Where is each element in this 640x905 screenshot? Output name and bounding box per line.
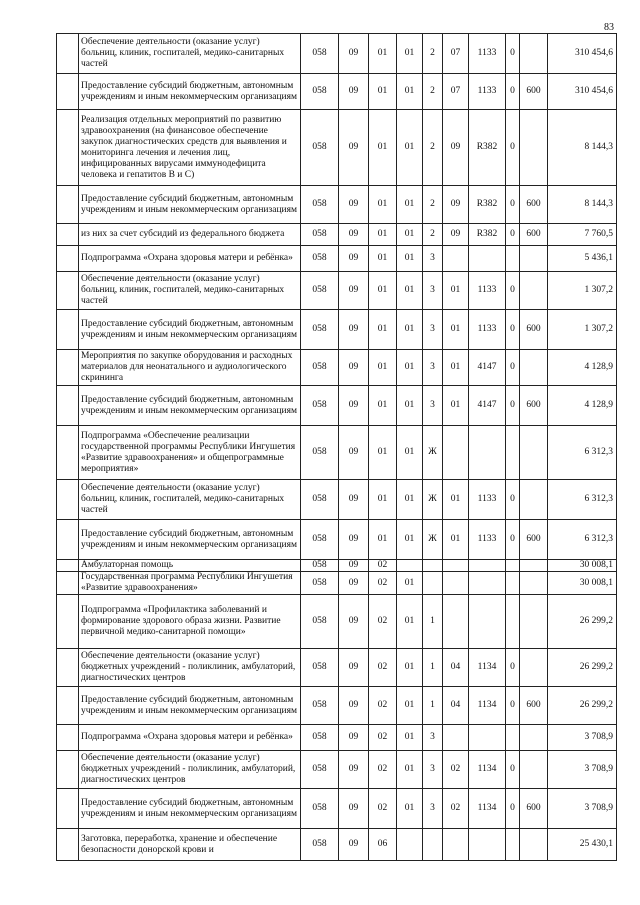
code-c6: 01 — [443, 272, 469, 310]
row-amount: 8 144,3 — [548, 110, 617, 186]
code-c2: 09 — [339, 789, 369, 829]
code-c3: 06 — [369, 829, 397, 861]
row-name: Государственная программа Республики Ингушетия «Развитие здравоохранения» — [79, 572, 301, 595]
code-c9 — [520, 480, 548, 520]
code-c6 — [443, 725, 469, 751]
row-name: Предоставление субсидий бюджетным, автономным учреждениям и иным некоммерческим организациям — [79, 186, 301, 224]
code-c7 — [469, 560, 506, 572]
margin-cell — [57, 595, 79, 649]
code-c5: 2 — [423, 74, 443, 110]
code-c5: Ж — [423, 426, 443, 480]
code-c1: 058 — [301, 74, 339, 110]
code-c6 — [443, 572, 469, 595]
row-name: Подпрограмма «Охрана здоровья матери и ребёнка» — [79, 246, 301, 272]
code-c9 — [520, 725, 548, 751]
code-c3: 01 — [369, 426, 397, 480]
row-name: Предоставление субсидий бюджетным, автономным учреждениям и иным некоммерческим организациям — [79, 386, 301, 426]
code-c9: 600 — [520, 224, 548, 246]
code-c5 — [423, 572, 443, 595]
margin-cell — [57, 572, 79, 595]
code-c8: 0 — [506, 350, 520, 386]
code-c2: 09 — [339, 74, 369, 110]
code-c7: 4147 — [469, 350, 506, 386]
code-c9 — [520, 34, 548, 74]
code-c9: 600 — [520, 520, 548, 560]
margin-cell — [57, 751, 79, 789]
row-amount: 25 430,1 — [548, 829, 617, 861]
code-c4: 01 — [397, 186, 423, 224]
margin-cell — [57, 246, 79, 272]
margin-cell — [57, 649, 79, 687]
code-c6: 02 — [443, 789, 469, 829]
code-c4: 01 — [397, 386, 423, 426]
code-c8: 0 — [506, 789, 520, 829]
code-c2: 09 — [339, 34, 369, 74]
code-c7: 1133 — [469, 74, 506, 110]
code-c6: 04 — [443, 687, 469, 725]
table-row — [57, 246, 617, 272]
code-c7: 1133 — [469, 272, 506, 310]
code-c1: 058 — [301, 350, 339, 386]
code-c4: 01 — [397, 789, 423, 829]
code-c7: 4147 — [469, 386, 506, 426]
code-c2: 09 — [339, 310, 369, 350]
margin-cell — [57, 350, 79, 386]
code-c8: 0 — [506, 34, 520, 74]
row-name: Предоставление субсидий бюджетным, автономным учреждениям и иным некоммерческим организациям — [79, 789, 301, 829]
code-c6 — [443, 246, 469, 272]
code-c8: 0 — [506, 751, 520, 789]
table-body — [57, 34, 617, 861]
code-c7: 1133 — [469, 310, 506, 350]
code-c4: 01 — [397, 272, 423, 310]
table-row — [57, 649, 617, 687]
margin-cell — [57, 310, 79, 350]
code-c4: 01 — [397, 310, 423, 350]
code-c9: 600 — [520, 310, 548, 350]
code-c8 — [506, 725, 520, 751]
code-c5: Ж — [423, 520, 443, 560]
code-c6: 01 — [443, 350, 469, 386]
code-c1: 058 — [301, 246, 339, 272]
code-c3: 01 — [369, 246, 397, 272]
code-c6: 09 — [443, 110, 469, 186]
code-c4: 01 — [397, 687, 423, 725]
margin-cell — [57, 110, 79, 186]
table-row — [57, 386, 617, 426]
code-c1: 058 — [301, 224, 339, 246]
code-c7 — [469, 426, 506, 480]
code-c3: 02 — [369, 560, 397, 572]
code-c3: 01 — [369, 480, 397, 520]
code-c2: 09 — [339, 520, 369, 560]
code-c1: 058 — [301, 272, 339, 310]
code-c9: 600 — [520, 386, 548, 426]
code-c2: 09 — [339, 560, 369, 572]
row-amount: 30 008,1 — [548, 560, 617, 572]
code-c1: 058 — [301, 829, 339, 861]
row-amount: 26 299,2 — [548, 649, 617, 687]
margin-cell — [57, 224, 79, 246]
code-c7 — [469, 572, 506, 595]
code-c9 — [520, 350, 548, 386]
row-amount: 6 312,3 — [548, 520, 617, 560]
margin-cell — [57, 272, 79, 310]
code-c3: 02 — [369, 725, 397, 751]
page-number: 83 — [604, 22, 614, 33]
code-c1: 058 — [301, 725, 339, 751]
row-amount: 5 436,1 — [548, 246, 617, 272]
code-c7 — [469, 246, 506, 272]
code-c8: 0 — [506, 110, 520, 186]
code-c3: 02 — [369, 649, 397, 687]
code-c1: 058 — [301, 687, 339, 725]
code-c4: 01 — [397, 426, 423, 480]
code-c2: 09 — [339, 246, 369, 272]
code-c4: 01 — [397, 751, 423, 789]
row-name: Реализация отдельных мероприятий по развитию здравоохранения (на финансовое обеспечение закупок диагностических средств для выявления и мониторинга лечения и лечения лиц, инфицированных вирусами иммунодефицита человека и гепатитов В и С) — [79, 110, 301, 186]
table-row — [57, 186, 617, 224]
code-c3: 02 — [369, 687, 397, 725]
code-c6: 01 — [443, 480, 469, 520]
code-c7: 1134 — [469, 649, 506, 687]
table-row — [57, 74, 617, 110]
code-c4: 01 — [397, 725, 423, 751]
margin-cell — [57, 687, 79, 725]
code-c4: 01 — [397, 595, 423, 649]
code-c8: 0 — [506, 687, 520, 725]
row-amount: 3 708,9 — [548, 725, 617, 751]
table-row — [57, 595, 617, 649]
code-c6: 01 — [443, 520, 469, 560]
code-c6 — [443, 595, 469, 649]
table-row — [57, 426, 617, 480]
row-amount: 3 708,9 — [548, 751, 617, 789]
row-name: Мероприятия по закупке оборудования и расходных материалов для неонатального и аудиологического скрининга — [79, 350, 301, 386]
code-c8: 0 — [506, 74, 520, 110]
code-c5: 3 — [423, 272, 443, 310]
code-c3: 01 — [369, 186, 397, 224]
code-c5: Ж — [423, 480, 443, 520]
code-c5: 3 — [423, 386, 443, 426]
code-c1: 058 — [301, 186, 339, 224]
code-c3: 01 — [369, 310, 397, 350]
row-amount: 7 760,5 — [548, 224, 617, 246]
code-c3: 01 — [369, 74, 397, 110]
row-amount: 6 312,3 — [548, 480, 617, 520]
code-c2: 09 — [339, 595, 369, 649]
table-row — [57, 34, 617, 74]
table-row — [57, 687, 617, 725]
row-amount: 310 454,6 — [548, 34, 617, 74]
code-c7: 1133 — [469, 480, 506, 520]
code-c1: 058 — [301, 751, 339, 789]
margin-cell — [57, 725, 79, 751]
code-c6: 09 — [443, 186, 469, 224]
table-row — [57, 480, 617, 520]
code-c8: 0 — [506, 224, 520, 246]
table-row — [57, 572, 617, 595]
code-c6: 07 — [443, 34, 469, 74]
code-c6 — [443, 829, 469, 861]
code-c1: 058 — [301, 386, 339, 426]
code-c9 — [520, 751, 548, 789]
code-c9 — [520, 595, 548, 649]
code-c5: 3 — [423, 310, 443, 350]
row-name: Предоставление субсидий бюджетным, автономным учреждениям и иным некоммерческим организациям — [79, 687, 301, 725]
table-row — [57, 789, 617, 829]
code-c3: 01 — [369, 350, 397, 386]
table-row — [57, 560, 617, 572]
code-c5: 1 — [423, 649, 443, 687]
code-c5: 3 — [423, 246, 443, 272]
code-c6: 01 — [443, 310, 469, 350]
code-c8: 0 — [506, 386, 520, 426]
code-c1: 058 — [301, 34, 339, 74]
code-c2: 09 — [339, 480, 369, 520]
code-c2: 09 — [339, 829, 369, 861]
row-amount: 30 008,1 — [548, 572, 617, 595]
row-amount: 310 454,6 — [548, 74, 617, 110]
code-c4: 01 — [397, 110, 423, 186]
code-c9: 600 — [520, 789, 548, 829]
table-row — [57, 350, 617, 386]
margin-cell — [57, 520, 79, 560]
row-amount: 4 128,9 — [548, 386, 617, 426]
margin-cell — [57, 34, 79, 74]
code-c3: 01 — [369, 34, 397, 74]
code-c9 — [520, 110, 548, 186]
code-c5: 2 — [423, 186, 443, 224]
code-c7: 1134 — [469, 789, 506, 829]
row-name: из них за счет субсидий из федерального бюджета — [79, 224, 301, 246]
row-name: Подпрограмма «Охрана здоровья матери и ребёнка» — [79, 725, 301, 751]
code-c9: 600 — [520, 74, 548, 110]
row-name: Обеспечение деятельности (оказание услуг) бюджетных учреждений - поликлиник, амбулаторий, диагностических центров — [79, 751, 301, 789]
row-name: Подпрограмма «Обеспечение реализации государственной программы Республики Ингушетия «Развитие здравоохранения» и общепрограммные мероприятия» — [79, 426, 301, 480]
code-c6 — [443, 426, 469, 480]
code-c7 — [469, 595, 506, 649]
table-row — [57, 310, 617, 350]
margin-cell — [57, 480, 79, 520]
code-c3: 01 — [369, 520, 397, 560]
code-c8: 0 — [506, 480, 520, 520]
row-amount: 6 312,3 — [548, 426, 617, 480]
code-c8: 0 — [506, 186, 520, 224]
code-c2: 09 — [339, 572, 369, 595]
code-c2: 09 — [339, 224, 369, 246]
margin-cell — [57, 789, 79, 829]
table-row — [57, 224, 617, 246]
code-c1: 058 — [301, 789, 339, 829]
code-c9 — [520, 572, 548, 595]
code-c7 — [469, 725, 506, 751]
code-c1: 058 — [301, 110, 339, 186]
code-c2: 09 — [339, 386, 369, 426]
code-c2: 09 — [339, 350, 369, 386]
code-c5: 3 — [423, 725, 443, 751]
code-c7 — [469, 829, 506, 861]
code-c1: 058 — [301, 310, 339, 350]
code-c7: 1134 — [469, 751, 506, 789]
code-c2: 09 — [339, 725, 369, 751]
code-c6: 07 — [443, 74, 469, 110]
code-c9 — [520, 272, 548, 310]
code-c2: 09 — [339, 272, 369, 310]
row-name: Предоставление субсидий бюджетным, автономным учреждениям и иным некоммерческим организациям — [79, 310, 301, 350]
code-c4: 01 — [397, 34, 423, 74]
code-c6: 01 — [443, 386, 469, 426]
table-row — [57, 751, 617, 789]
row-name: Амбулаторная помощь — [79, 560, 301, 572]
code-c5 — [423, 829, 443, 861]
code-c6: 04 — [443, 649, 469, 687]
code-c3: 01 — [369, 224, 397, 246]
code-c2: 09 — [339, 186, 369, 224]
code-c7: R382 — [469, 110, 506, 186]
code-c3: 01 — [369, 110, 397, 186]
code-c8: 0 — [506, 649, 520, 687]
code-c5: 2 — [423, 110, 443, 186]
table-row — [57, 829, 617, 861]
code-c4: 01 — [397, 246, 423, 272]
code-c5: 3 — [423, 789, 443, 829]
code-c6 — [443, 560, 469, 572]
margin-cell — [57, 560, 79, 572]
code-c6: 02 — [443, 751, 469, 789]
row-amount: 3 708,9 — [548, 789, 617, 829]
code-c9 — [520, 649, 548, 687]
code-c8 — [506, 426, 520, 480]
row-name: Обеспечение деятельности (оказание услуг) больниц, клиник, госпиталей, медико-санитарных частей — [79, 272, 301, 310]
code-c3: 01 — [369, 272, 397, 310]
code-c4 — [397, 829, 423, 861]
code-c9 — [520, 560, 548, 572]
row-amount: 1 307,2 — [548, 310, 617, 350]
code-c4: 01 — [397, 649, 423, 687]
code-c8: 0 — [506, 272, 520, 310]
code-c3: 02 — [369, 751, 397, 789]
row-name: Обеспечение деятельности (оказание услуг) больниц, клиник, госпиталей, медико-санитарных частей — [79, 34, 301, 74]
code-c1: 058 — [301, 572, 339, 595]
margin-cell — [57, 426, 79, 480]
code-c2: 09 — [339, 687, 369, 725]
margin-cell — [57, 829, 79, 861]
code-c5: 3 — [423, 751, 443, 789]
code-c8 — [506, 829, 520, 861]
margin-cell — [57, 74, 79, 110]
margin-cell — [57, 186, 79, 224]
code-c5 — [423, 560, 443, 572]
row-amount: 1 307,2 — [548, 272, 617, 310]
code-c3: 02 — [369, 572, 397, 595]
code-c1: 058 — [301, 480, 339, 520]
code-c7: R382 — [469, 224, 506, 246]
code-c2: 09 — [339, 649, 369, 687]
table-row — [57, 725, 617, 751]
code-c9: 600 — [520, 687, 548, 725]
code-c2: 09 — [339, 751, 369, 789]
code-c4: 01 — [397, 520, 423, 560]
code-c8 — [506, 572, 520, 595]
code-c2: 09 — [339, 110, 369, 186]
code-c8: 0 — [506, 310, 520, 350]
code-c4: 01 — [397, 74, 423, 110]
code-c9 — [520, 426, 548, 480]
code-c6: 09 — [443, 224, 469, 246]
code-c3: 01 — [369, 386, 397, 426]
code-c7: 1134 — [469, 687, 506, 725]
code-c7: 1133 — [469, 520, 506, 560]
code-c1: 058 — [301, 649, 339, 687]
code-c3: 02 — [369, 595, 397, 649]
code-c8: 0 — [506, 520, 520, 560]
code-c8 — [506, 595, 520, 649]
code-c4: 01 — [397, 572, 423, 595]
code-c5: 3 — [423, 350, 443, 386]
code-c5: 2 — [423, 224, 443, 246]
code-c9 — [520, 246, 548, 272]
code-c5: 1 — [423, 595, 443, 649]
table-row — [57, 520, 617, 560]
code-c2: 09 — [339, 426, 369, 480]
table-row — [57, 272, 617, 310]
row-name: Предоставление субсидий бюджетным, автономным учреждениям и иным некоммерческим организациям — [79, 74, 301, 110]
row-amount: 26 299,2 — [548, 687, 617, 725]
row-amount: 8 144,3 — [548, 186, 617, 224]
code-c4: 01 — [397, 350, 423, 386]
row-name: Обеспечение деятельности (оказание услуг) бюджетных учреждений - поликлиник, амбулаторий, диагностических центров — [79, 649, 301, 687]
code-c1: 058 — [301, 560, 339, 572]
row-amount: 4 128,9 — [548, 350, 617, 386]
row-amount: 26 299,2 — [548, 595, 617, 649]
code-c1: 058 — [301, 595, 339, 649]
code-c9 — [520, 829, 548, 861]
code-c1: 058 — [301, 426, 339, 480]
row-name: Подпрограмма «Профилактика заболеваний и формирование здорового образа жизни. Развитие первичной медико-санитарной помощи» — [79, 595, 301, 649]
code-c4 — [397, 560, 423, 572]
code-c3: 02 — [369, 789, 397, 829]
budget-table — [56, 33, 617, 861]
code-c1: 058 — [301, 520, 339, 560]
code-c4: 01 — [397, 480, 423, 520]
code-c8 — [506, 560, 520, 572]
row-name: Заготовка, переработка, хранение и обеспечение безопасности донорской крови и — [79, 829, 301, 861]
code-c5: 2 — [423, 34, 443, 74]
margin-cell — [57, 386, 79, 426]
code-c7: R382 — [469, 186, 506, 224]
code-c4: 01 — [397, 224, 423, 246]
table-row — [57, 110, 617, 186]
row-name: Предоставление субсидий бюджетным, автономным учреждениям и иным некоммерческим организациям — [79, 520, 301, 560]
code-c7: 1133 — [469, 34, 506, 74]
row-name: Обеспечение деятельности (оказание услуг) больниц, клиник, госпиталей, медико-санитарных частей — [79, 480, 301, 520]
code-c5: 1 — [423, 687, 443, 725]
code-c8 — [506, 246, 520, 272]
code-c9: 600 — [520, 186, 548, 224]
